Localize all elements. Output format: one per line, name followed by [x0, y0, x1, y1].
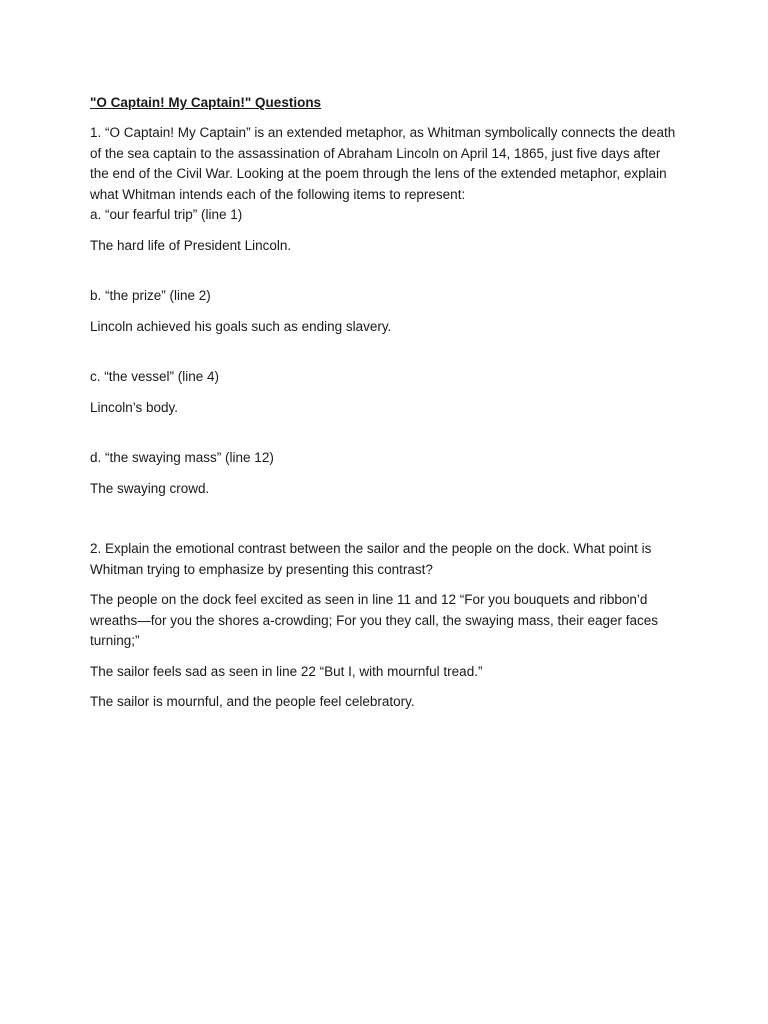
question-1d-answer: The swaying crowd. [90, 480, 210, 496]
question-1c-answer: Lincoln’s body. [90, 399, 179, 415]
question-1b-label: b. “the prize” (line 2) [90, 288, 211, 303]
document-title: "O Captain! My Captain!" Questions [90, 95, 322, 110]
question-1c-label: c. “the vessel” (line 4) [90, 369, 220, 384]
question-1-prompt: 1. “O Captain! My Captain” is an extended metaphor, as Whitman symbolically connects the death of the sea captain to the assassination of Abraham Lincoln on April 14, 1865, just five days after the end of the Civil War. Looking at the poem through the lens of the extended metaphor, explain what Whitman intends each of the following items to represent: [90, 125, 676, 202]
question-1a-label: a. “our fearful trip” (line 1) [90, 207, 243, 222]
document-page [90, 93, 680, 713]
question-1a-answer: The hard life of President Lincoln. [90, 237, 292, 253]
question-1b-answer: Lincoln achieved his goals such as ending slavery. [90, 318, 392, 334]
question-2-answer-2: The sailor feels sad as seen in line 22 “But I, with mournful tread.” [90, 663, 483, 679]
question-2-answer-3: The sailor is mournful, and the people feel celebratory. [90, 694, 415, 709]
question-2-answer-1: The people on the dock feel excited as seen in line 11 and 12 “For you bouquets and ribbon’d wreaths—for you the shores a-crowding; For you they call, the swaying mass, their eager faces turning;” [90, 592, 659, 648]
question-2-prompt: 2. Explain the emotional contrast between the sailor and the people on the dock. What point is Whitman trying to emphasize by presenting this contrast? [90, 541, 652, 577]
question-1d-label: d. “the swaying mass” (line 12) [90, 450, 274, 465]
